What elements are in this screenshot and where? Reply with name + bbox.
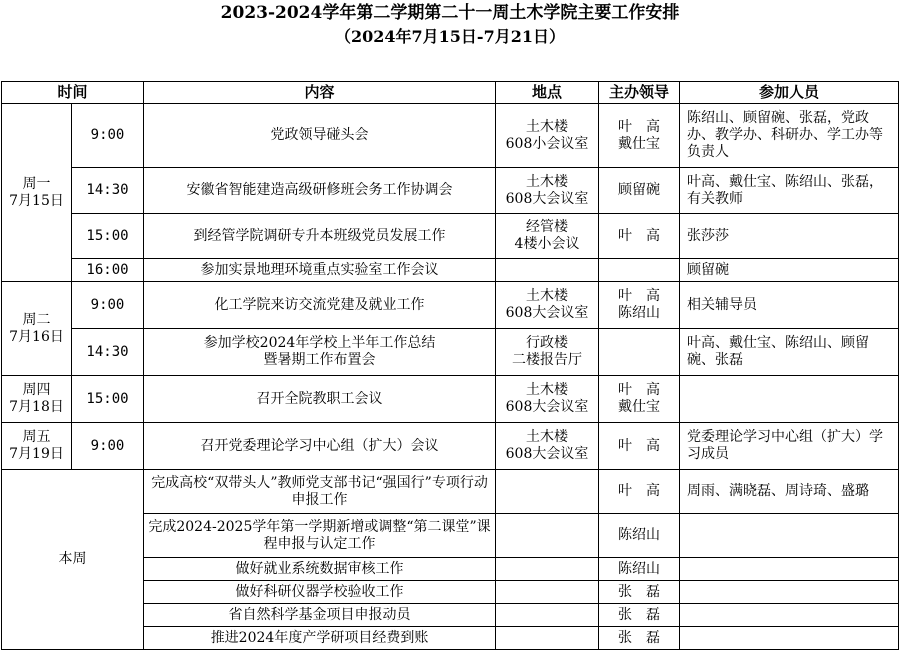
time-cell: 16:00 (72, 259, 144, 282)
day-cell: 周一 7月15日 (2, 104, 72, 282)
leader-cell: 张 磊 (599, 604, 680, 627)
content-cell: 到经管学院调研专升本班级党员发展工作 (144, 214, 496, 259)
page-title: 2023-2024学年第二学期第二十一周土木学院主要工作安排 (220, 3, 680, 23)
participants-cell: 党委理论学习中心组（扩大）学习成员 (680, 423, 899, 470)
location-cell (496, 627, 599, 650)
leader-cell: 顾留碗 (599, 168, 680, 214)
table-header-row (2, 82, 899, 104)
time-cell: 15:00 (72, 214, 144, 259)
day-cell: 本周 (2, 470, 144, 650)
time-cell: 9:00 (72, 282, 144, 329)
participants-cell (680, 604, 899, 627)
content-cell: 化工学院来访交流党建及就业工作 (144, 282, 496, 329)
location-cell: 土木楼 608小会议室 (496, 104, 599, 168)
content-cell: 完成2024-2025学年第一学期新增或调整“第二课堂”课程申报与认定工作 (144, 514, 496, 558)
day-cell: 周五 7月19日 (2, 423, 72, 470)
time-cell: 14:30 (72, 168, 144, 214)
participants-cell (680, 514, 899, 558)
table-row (2, 423, 899, 470)
time-cell: 9:00 (72, 104, 144, 168)
leader-cell: 叶 高 戴仕宝 (599, 376, 680, 423)
table-row (2, 282, 899, 329)
header-leader: 主办领导 (599, 82, 680, 104)
participants-cell: 陈绍山、顾留碗、张磊，党政办、教学办、科研办、学工办等负责人 (680, 104, 899, 168)
location-cell (496, 470, 599, 514)
leader-cell: 陈绍山 (599, 514, 680, 558)
content-cell: 省自然科学基金项目申报动员 (144, 604, 496, 627)
time-cell: 9:00 (72, 423, 144, 470)
day-cell: 周二 7月16日 (2, 282, 72, 376)
location-cell (496, 259, 599, 282)
content-cell: 召开全院教职工会议 (144, 376, 496, 423)
leader-cell (599, 329, 680, 376)
content-cell: 参加学校2024年学校上半年工作总结 暨暑期工作布置会 (144, 329, 496, 376)
content-cell: 推进2024年度产学研项目经费到账 (144, 627, 496, 650)
table-row (2, 104, 899, 168)
content-cell: 召开党委理论学习中心组（扩大）会议 (144, 423, 496, 470)
table-row (2, 168, 899, 214)
leader-cell: 叶 高 (599, 470, 680, 514)
content-cell: 做好就业系统数据审核工作 (144, 558, 496, 581)
leader-cell: 叶 高 戴仕宝 (599, 104, 680, 168)
table-row (2, 259, 899, 282)
participants-cell: 相关辅导员 (680, 282, 899, 329)
table-row (2, 329, 899, 376)
header-participants: 参加人员 (680, 82, 899, 104)
location-cell: 经管楼 4楼小会议 (496, 214, 599, 259)
location-cell (496, 581, 599, 604)
page-subtitle: （2024年7月15日-7月21日） (335, 27, 565, 46)
participants-cell (680, 558, 899, 581)
leader-cell: 陈绍山 (599, 558, 680, 581)
leader-cell: 叶 高 (599, 214, 680, 259)
participants-cell: 周雨、满晓磊、周诗琦、盛璐 (680, 470, 899, 514)
content-cell: 安徽省智能建造高级研修班会务工作协调会 (144, 168, 496, 214)
table-row (2, 470, 899, 514)
leader-cell: 叶 高 陈绍山 (599, 282, 680, 329)
participants-cell: 叶高、戴仕宝、陈绍山、张磊，有关教师 (680, 168, 899, 214)
schedule-table (1, 81, 899, 650)
participants-cell: 张莎莎 (680, 214, 899, 259)
content-cell: 党政领导碰头会 (144, 104, 496, 168)
participants-cell: 叶高、戴仕宝、陈绍山、顾留碗、张磊 (680, 329, 899, 376)
location-cell: 土木楼 608大会议室 (496, 282, 599, 329)
content-cell: 做好科研仪器学校验收工作 (144, 581, 496, 604)
leader-cell: 叶 高 (599, 423, 680, 470)
leader-cell: 张 磊 (599, 581, 680, 604)
leader-cell: 张 磊 (599, 627, 680, 650)
content-cell: 完成高校“双带头人”教师党支部书记“强国行”专项行动申报工作 (144, 470, 496, 514)
location-cell (496, 604, 599, 627)
participants-cell: 顾留碗 (680, 259, 899, 282)
header-content: 内容 (144, 82, 496, 104)
location-cell: 土木楼 608大会议室 (496, 423, 599, 470)
day-cell: 周四 7月18日 (2, 376, 72, 423)
location-cell (496, 558, 599, 581)
header-time: 时间 (2, 82, 144, 104)
table-row (2, 214, 899, 259)
header-location: 地点 (496, 82, 599, 104)
location-cell (496, 514, 599, 558)
location-cell: 行政楼 二楼报告厅 (496, 329, 599, 376)
content-cell: 参加实景地理环境重点实验室工作会议 (144, 259, 496, 282)
participants-cell (680, 376, 899, 423)
participants-cell (680, 581, 899, 604)
location-cell: 土木楼 608大会议室 (496, 168, 599, 214)
leader-cell (599, 259, 680, 282)
time-cell: 15:00 (72, 376, 144, 423)
time-cell: 14:30 (72, 329, 144, 376)
location-cell: 土木楼 608大会议室 (496, 376, 599, 423)
table-row (2, 376, 899, 423)
participants-cell (680, 627, 899, 650)
